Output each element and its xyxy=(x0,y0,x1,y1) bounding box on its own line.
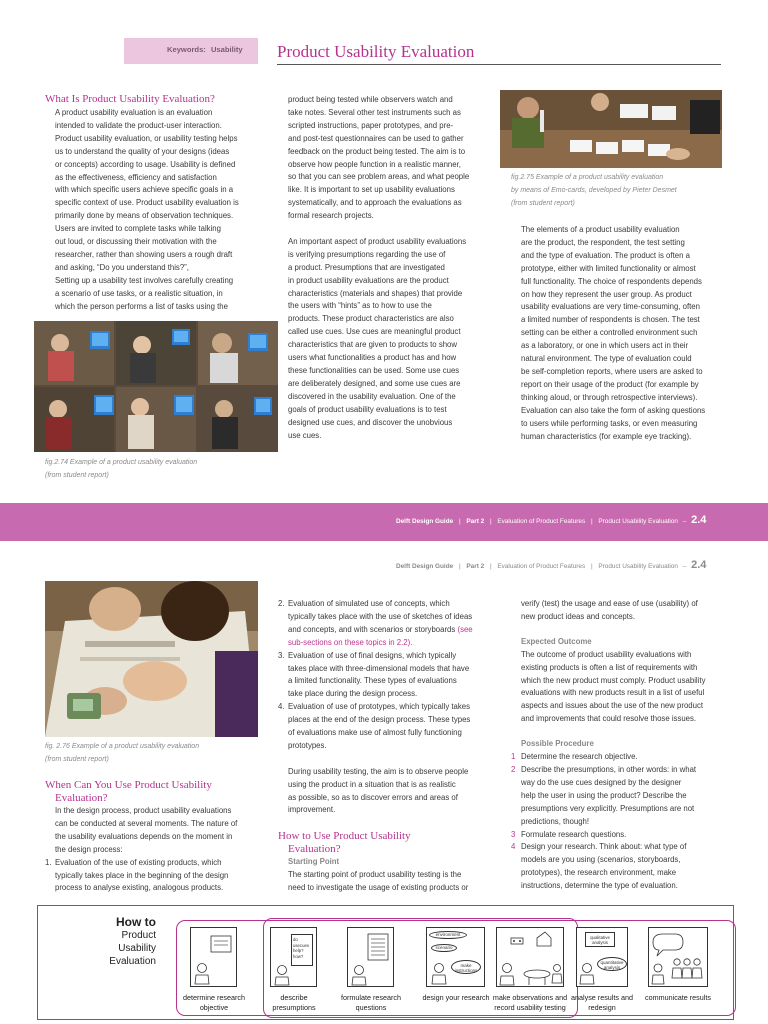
header-section: Evaluation of Product Features xyxy=(497,563,586,570)
header-dash: – xyxy=(682,563,687,570)
caption-line: fig.2.74 Example of a product usability evaluation xyxy=(45,459,198,466)
text-line: typically takes place in the beginning of the design xyxy=(55,870,229,880)
text-line: natural environment. The type of evaluation could xyxy=(521,354,692,364)
header-sep: | xyxy=(489,563,492,570)
text-line: use cues. xyxy=(288,430,322,440)
fig-2-74-caption xyxy=(45,457,197,483)
procedure-number: 4 xyxy=(511,842,516,852)
step-formulate-questions xyxy=(347,927,394,987)
presumption-note xyxy=(291,934,313,966)
text-line: in product usability evaluations are the product xyxy=(288,275,449,285)
text-line: Evaluation of the use of existing products, which xyxy=(55,857,222,867)
text-line: verify (test) the usage and ease of use (usability) of xyxy=(521,599,698,608)
step-describe-presumptions xyxy=(270,927,317,987)
checklist-icon xyxy=(348,928,395,988)
text-line: these functionalities can be used. Some use cues xyxy=(288,366,460,376)
expected-outcome-heading: Expected Outcome xyxy=(521,636,592,646)
text-line: the design process: xyxy=(55,844,123,854)
text-line: researcher, rather than showing users a rough draft xyxy=(55,249,233,259)
text-line: designed use cues, and discover the unobvious xyxy=(288,417,453,427)
step-determine-objective xyxy=(190,927,237,987)
text-line: report on their usage of the product (for example by xyxy=(521,379,699,389)
bubble-instructions: make instructions xyxy=(451,960,481,974)
text-line: users what functionalities a product has and how xyxy=(288,353,457,363)
howto-title-line: Evaluation xyxy=(109,956,156,967)
text-line: existing products is often a list of requirements with xyxy=(521,662,698,672)
footer-sep: | xyxy=(458,518,461,525)
text-line: Evaluation can also take the form of asking questions xyxy=(521,405,706,415)
text-line: thinking aloud, or through retrospective interviews). xyxy=(521,392,698,402)
text-line: as possible, so as to discover errors and areas of xyxy=(288,792,458,802)
footer-section: Evaluation of Product Features xyxy=(497,518,586,525)
column-2-text xyxy=(288,94,493,442)
text-line: a product. Presumptions that are investigated xyxy=(288,262,445,272)
text-line: Users are invited to complete tasks while talking xyxy=(55,224,221,234)
header-part: Part 2 xyxy=(466,563,485,570)
text-line: goals of product usability evaluations is to test xyxy=(288,404,447,414)
person-icon xyxy=(431,962,451,986)
hands-device-photo xyxy=(45,581,258,737)
footer-guide: Delft Design Guide xyxy=(396,518,454,525)
procedure-number: 3 xyxy=(511,829,516,839)
person-icon xyxy=(579,962,599,986)
emocards-photo xyxy=(500,90,722,168)
fig-2-75-caption xyxy=(511,172,677,210)
text-line: product being tested while observers watch and xyxy=(288,95,453,104)
step-label: describe presumptions xyxy=(272,993,316,1012)
page-title: Product Usability Evaluation xyxy=(277,42,475,61)
observation-icon xyxy=(497,928,565,988)
text-line: can be conducted at several moments. The nature of xyxy=(55,818,238,828)
text-line: prototype, either with limited functionality or almost xyxy=(521,263,696,273)
text-line: the users with “hints” as to how to use the xyxy=(288,301,432,311)
text-line: Determine the research objective. xyxy=(521,752,638,762)
text-line: feedback on the product being tested. The aim is to xyxy=(288,146,466,156)
text-line: human characteristics (for example eye tracking). xyxy=(521,431,692,441)
section-heading-how xyxy=(278,830,411,855)
text-line: Evaluation of simulated use of concepts, which xyxy=(288,599,450,608)
text-line: Evaluation of use of prototypes, which typically takes xyxy=(288,702,471,712)
emocards-graphic xyxy=(500,90,722,168)
text-line: which the new product must comply. Product usability xyxy=(521,675,706,685)
title-rule xyxy=(277,64,721,65)
text-line: and the type of evaluation. The product is often a xyxy=(521,250,690,260)
text-line xyxy=(288,624,498,637)
column-1-text xyxy=(55,107,275,314)
section-heading-what: What Is Product Usability Evaluation? xyxy=(45,93,215,105)
list-item xyxy=(45,857,270,896)
text-line: help the user in using the product? Describe the xyxy=(521,790,687,800)
caption-line: by means of Emo-cards, developed by Pieter Desmet xyxy=(511,186,677,194)
howto-title xyxy=(88,916,156,968)
text-line: of evaluations make use of almost fully functioning xyxy=(288,728,462,738)
text-line: prototypes. xyxy=(288,740,327,750)
text-line: as the effectiveness, efficiency and satisfaction xyxy=(55,172,217,182)
text-line: a limited number of respondents is chosen. The test xyxy=(521,315,700,325)
footer-part: Part 2 xyxy=(466,518,485,525)
step-label: make observations and record usability testing xyxy=(492,993,568,1012)
text-line: Formulate research questions. xyxy=(521,829,627,839)
text-line: and post-test questionnaires can be used to gather xyxy=(288,133,464,143)
text-line: takes place with three-dimensional models that have xyxy=(288,663,470,673)
text-line: scripted instructions, paper prototypes, and pre- xyxy=(288,120,454,130)
step-make-observations xyxy=(496,927,564,987)
caption-line: (from student report) xyxy=(45,471,109,479)
text-line: presumptions very explicitly. Presumptions are not xyxy=(521,803,695,813)
see-link[interactable]: sub-sections on these topics in 2.2). xyxy=(288,637,413,647)
starting-point-text xyxy=(288,869,498,895)
text-line: which the person performs a list of tasks using the xyxy=(55,301,228,311)
footer-breadcrumb xyxy=(396,514,706,526)
text-line: and improvements that could resolve those issues. xyxy=(521,714,697,724)
text-line: models are you using (scenarios, storyboards, xyxy=(521,855,681,865)
footer-sep: | xyxy=(590,518,593,525)
caption-line: (from student report) xyxy=(511,199,575,207)
text-line: aspects and issues about the use of the new product xyxy=(521,701,704,711)
text-line: In the design process, product usability evaluations xyxy=(55,806,232,815)
document-icon xyxy=(191,928,238,988)
text-line: take place during the design process. xyxy=(288,689,418,699)
list-number: 1. xyxy=(45,857,52,867)
step-label: analyse results and redesign xyxy=(571,993,633,1012)
text-line: improvement. xyxy=(288,805,336,815)
keywords-box xyxy=(124,38,258,64)
quantitative-bubble: quantitative analysis xyxy=(597,957,627,971)
text-line: take notes. Several other test instruments such as xyxy=(288,107,461,117)
heading-line: Evaluation? xyxy=(55,791,108,804)
caption-line: (from student report) xyxy=(45,755,109,763)
see-link[interactable]: (see xyxy=(457,624,473,634)
text-line: The starting point of product usability testing is the xyxy=(288,870,462,879)
header-topic: Product Usability Evaluation xyxy=(598,563,678,570)
section-heading-when xyxy=(45,779,212,804)
text-line: Evaluation of use of final designs, which typically xyxy=(288,650,457,660)
text-line: out loud, or discussing their motivation with the xyxy=(55,237,217,247)
starting-point-heading: Starting Point xyxy=(288,857,340,866)
text-line: characteristics that are given to products to show xyxy=(288,340,458,350)
column-3-text xyxy=(521,224,731,443)
keywords-value: Usability xyxy=(210,45,243,54)
collage-graphic xyxy=(34,321,278,452)
list-number: 4. xyxy=(278,702,285,712)
text-line: as a laboratory, or one in which users act in their xyxy=(521,341,689,351)
text-line: Product usability evaluation, or usability testing helps xyxy=(55,133,238,143)
heading-line: Evaluation? xyxy=(288,842,341,855)
header-sep: | xyxy=(590,563,593,570)
list-item xyxy=(278,598,498,650)
text-line: products. These product characteristics are also xyxy=(288,314,454,324)
heading-line: How to Use Product Usability xyxy=(278,830,411,842)
list-number: 3. xyxy=(278,650,285,660)
text-line: way do the use cues designed by the designer xyxy=(521,777,682,787)
text-line: are the product, the respondent, the test setting xyxy=(521,237,685,247)
when-text xyxy=(45,805,270,895)
procedure-number: 1 xyxy=(511,752,516,762)
step-design-research xyxy=(426,927,485,987)
qualitative-note: qualitative analysis xyxy=(585,932,615,947)
text-line: process to analyse existing, analogous products. xyxy=(55,883,224,893)
list-item xyxy=(278,701,498,753)
text-line: discovered in the usability evaluation. One of the xyxy=(288,391,456,401)
text-line: A product usability evaluation is an evaluation xyxy=(55,108,213,117)
text-line: The outcome of product usability evaluations with xyxy=(521,649,692,659)
presumption-note-text: do usecues help? how? xyxy=(293,937,310,959)
text-line: on how they represent the user group. As product xyxy=(521,289,692,299)
procedure-item xyxy=(511,751,726,764)
text-line: During usability testing, the aim is to observe people xyxy=(288,766,469,776)
list-item xyxy=(278,650,498,702)
text-line: formal research projects. xyxy=(288,211,374,221)
step-label: determine research objective xyxy=(183,993,245,1012)
text-line: is verifying presumptions regarding the use of xyxy=(288,249,446,259)
caption-line: fig. 2.76 Example of a product usability evaluation xyxy=(45,743,200,750)
footer-sep: | xyxy=(489,518,492,525)
text-line: Setting up a usability test involves carefully creating xyxy=(55,275,234,285)
header-guide: Delft Design Guide xyxy=(396,563,454,570)
footer-number: 2.4 xyxy=(691,514,707,526)
text-line: setting can be either a controlled environment such xyxy=(521,328,698,338)
text-line: need to investigate the usage of existing products or xyxy=(288,882,469,892)
text-line: observe how people function in a realistic manner, xyxy=(288,159,461,169)
footer-topic: Product Usability Evaluation xyxy=(598,518,678,525)
text-line: An important aspect of product usability evaluations xyxy=(288,236,467,246)
howto-diagram xyxy=(37,905,734,1020)
keywords-label: Keywords: xyxy=(167,45,206,54)
footer-dash: – xyxy=(682,518,687,525)
step-analyse-results xyxy=(576,927,628,987)
fig-2-76-caption xyxy=(45,741,199,767)
heading-line: When Can You Use Product Usability xyxy=(45,779,212,791)
text-line: and asking, “Do you understand this?”, xyxy=(55,262,189,272)
text-line: to users while performing tasks, or even measuring xyxy=(521,418,698,428)
procedure-item xyxy=(511,841,726,893)
text-line: so that you can see problem areas, and what people xyxy=(288,172,470,182)
howto-title-line: Usability xyxy=(118,943,156,954)
text-line: specific context of use. Product usability evaluation is xyxy=(55,198,239,208)
text-line: a limited functionality. These types of evaluations xyxy=(288,676,457,686)
howto-title-bold: How to xyxy=(116,915,156,929)
header-number: 2.4 xyxy=(691,559,707,571)
text-line: usability evaluations are very time-consuming, often xyxy=(521,302,700,312)
step-label: formulate research questions xyxy=(341,993,401,1012)
text-line: The elements of a product usability evaluation xyxy=(521,225,680,234)
text-line: systematically, and to approach the evaluations as xyxy=(288,198,462,208)
text-line: intended to validate the product-user interaction. xyxy=(55,120,222,130)
hands-device-graphic xyxy=(45,581,258,737)
text-line: a scenario of use tasks, or a realistic situation, in xyxy=(55,288,223,298)
step-label: design your research xyxy=(422,993,490,1002)
text-span: and concepts, and with scenarios or storyboards xyxy=(288,624,456,634)
text-line: Design your research. Think about: what type of xyxy=(521,842,687,852)
text-line: are deliberately designed, and some use cues are xyxy=(288,378,461,388)
text-line: be self-completion reports, where users are asked to xyxy=(521,366,703,376)
text-line: prototypes), the research environment, make xyxy=(521,868,677,878)
text-line: full functionality. The choice of respondents depends xyxy=(521,276,702,286)
howto-title-line: Product xyxy=(121,930,156,941)
text-line: using the product in a situation that is as realistic xyxy=(288,779,456,789)
bubble-environment: environment xyxy=(429,931,467,939)
text-line: places at the end of the design process. These types xyxy=(288,715,471,725)
text-line: primarily done by means of observation techniques. xyxy=(55,211,234,221)
text-line: new product ideas and concepts. xyxy=(521,611,635,621)
usability-photo-collage xyxy=(34,321,278,452)
step-label: communicate results xyxy=(645,993,711,1002)
step-communicate-results xyxy=(648,927,708,987)
procedure-item xyxy=(511,764,726,829)
text-line: or concepts) according to usage. Usability is defined xyxy=(55,159,236,169)
header-breadcrumb xyxy=(396,559,706,571)
text-line: called use cues. Use cues are meaningful product xyxy=(288,327,461,337)
group-audience-icon xyxy=(649,928,709,988)
procedure-item xyxy=(511,829,726,842)
list-column-2 xyxy=(278,598,498,817)
procedure-number: 2 xyxy=(511,764,516,774)
footer-band xyxy=(0,503,768,541)
text-line: characteristics (materials and shapes) that provide xyxy=(288,288,463,298)
text-line: Describe the presumptions, in other words: in what xyxy=(521,764,697,774)
column-3-bottom xyxy=(511,598,726,893)
text-line: like. It is important to set up usability evaluations xyxy=(288,185,455,195)
text-line: us to understand the quality of your designs (ideas xyxy=(55,146,230,156)
text-line: instructions, determine the type of evaluation. xyxy=(521,881,678,891)
text-line: the usability evaluations depends on the moment in xyxy=(55,831,233,841)
header-sep: | xyxy=(458,563,461,570)
text-line: with which specific users achieve specific goals in a xyxy=(55,185,234,195)
caption-line: fig.2.75 Example of a product usability evaluation xyxy=(511,174,664,181)
bubble-scenario: scenario xyxy=(431,944,457,952)
text-line: typically takes place with the use of sketches of ideas xyxy=(288,611,473,621)
text-line: evaluations with new products result in a list of useful xyxy=(521,688,705,698)
list-number: 2. xyxy=(278,599,285,608)
possible-procedure-heading: Possible Procedure xyxy=(521,739,594,749)
text-line: predictions, though! xyxy=(521,816,590,826)
